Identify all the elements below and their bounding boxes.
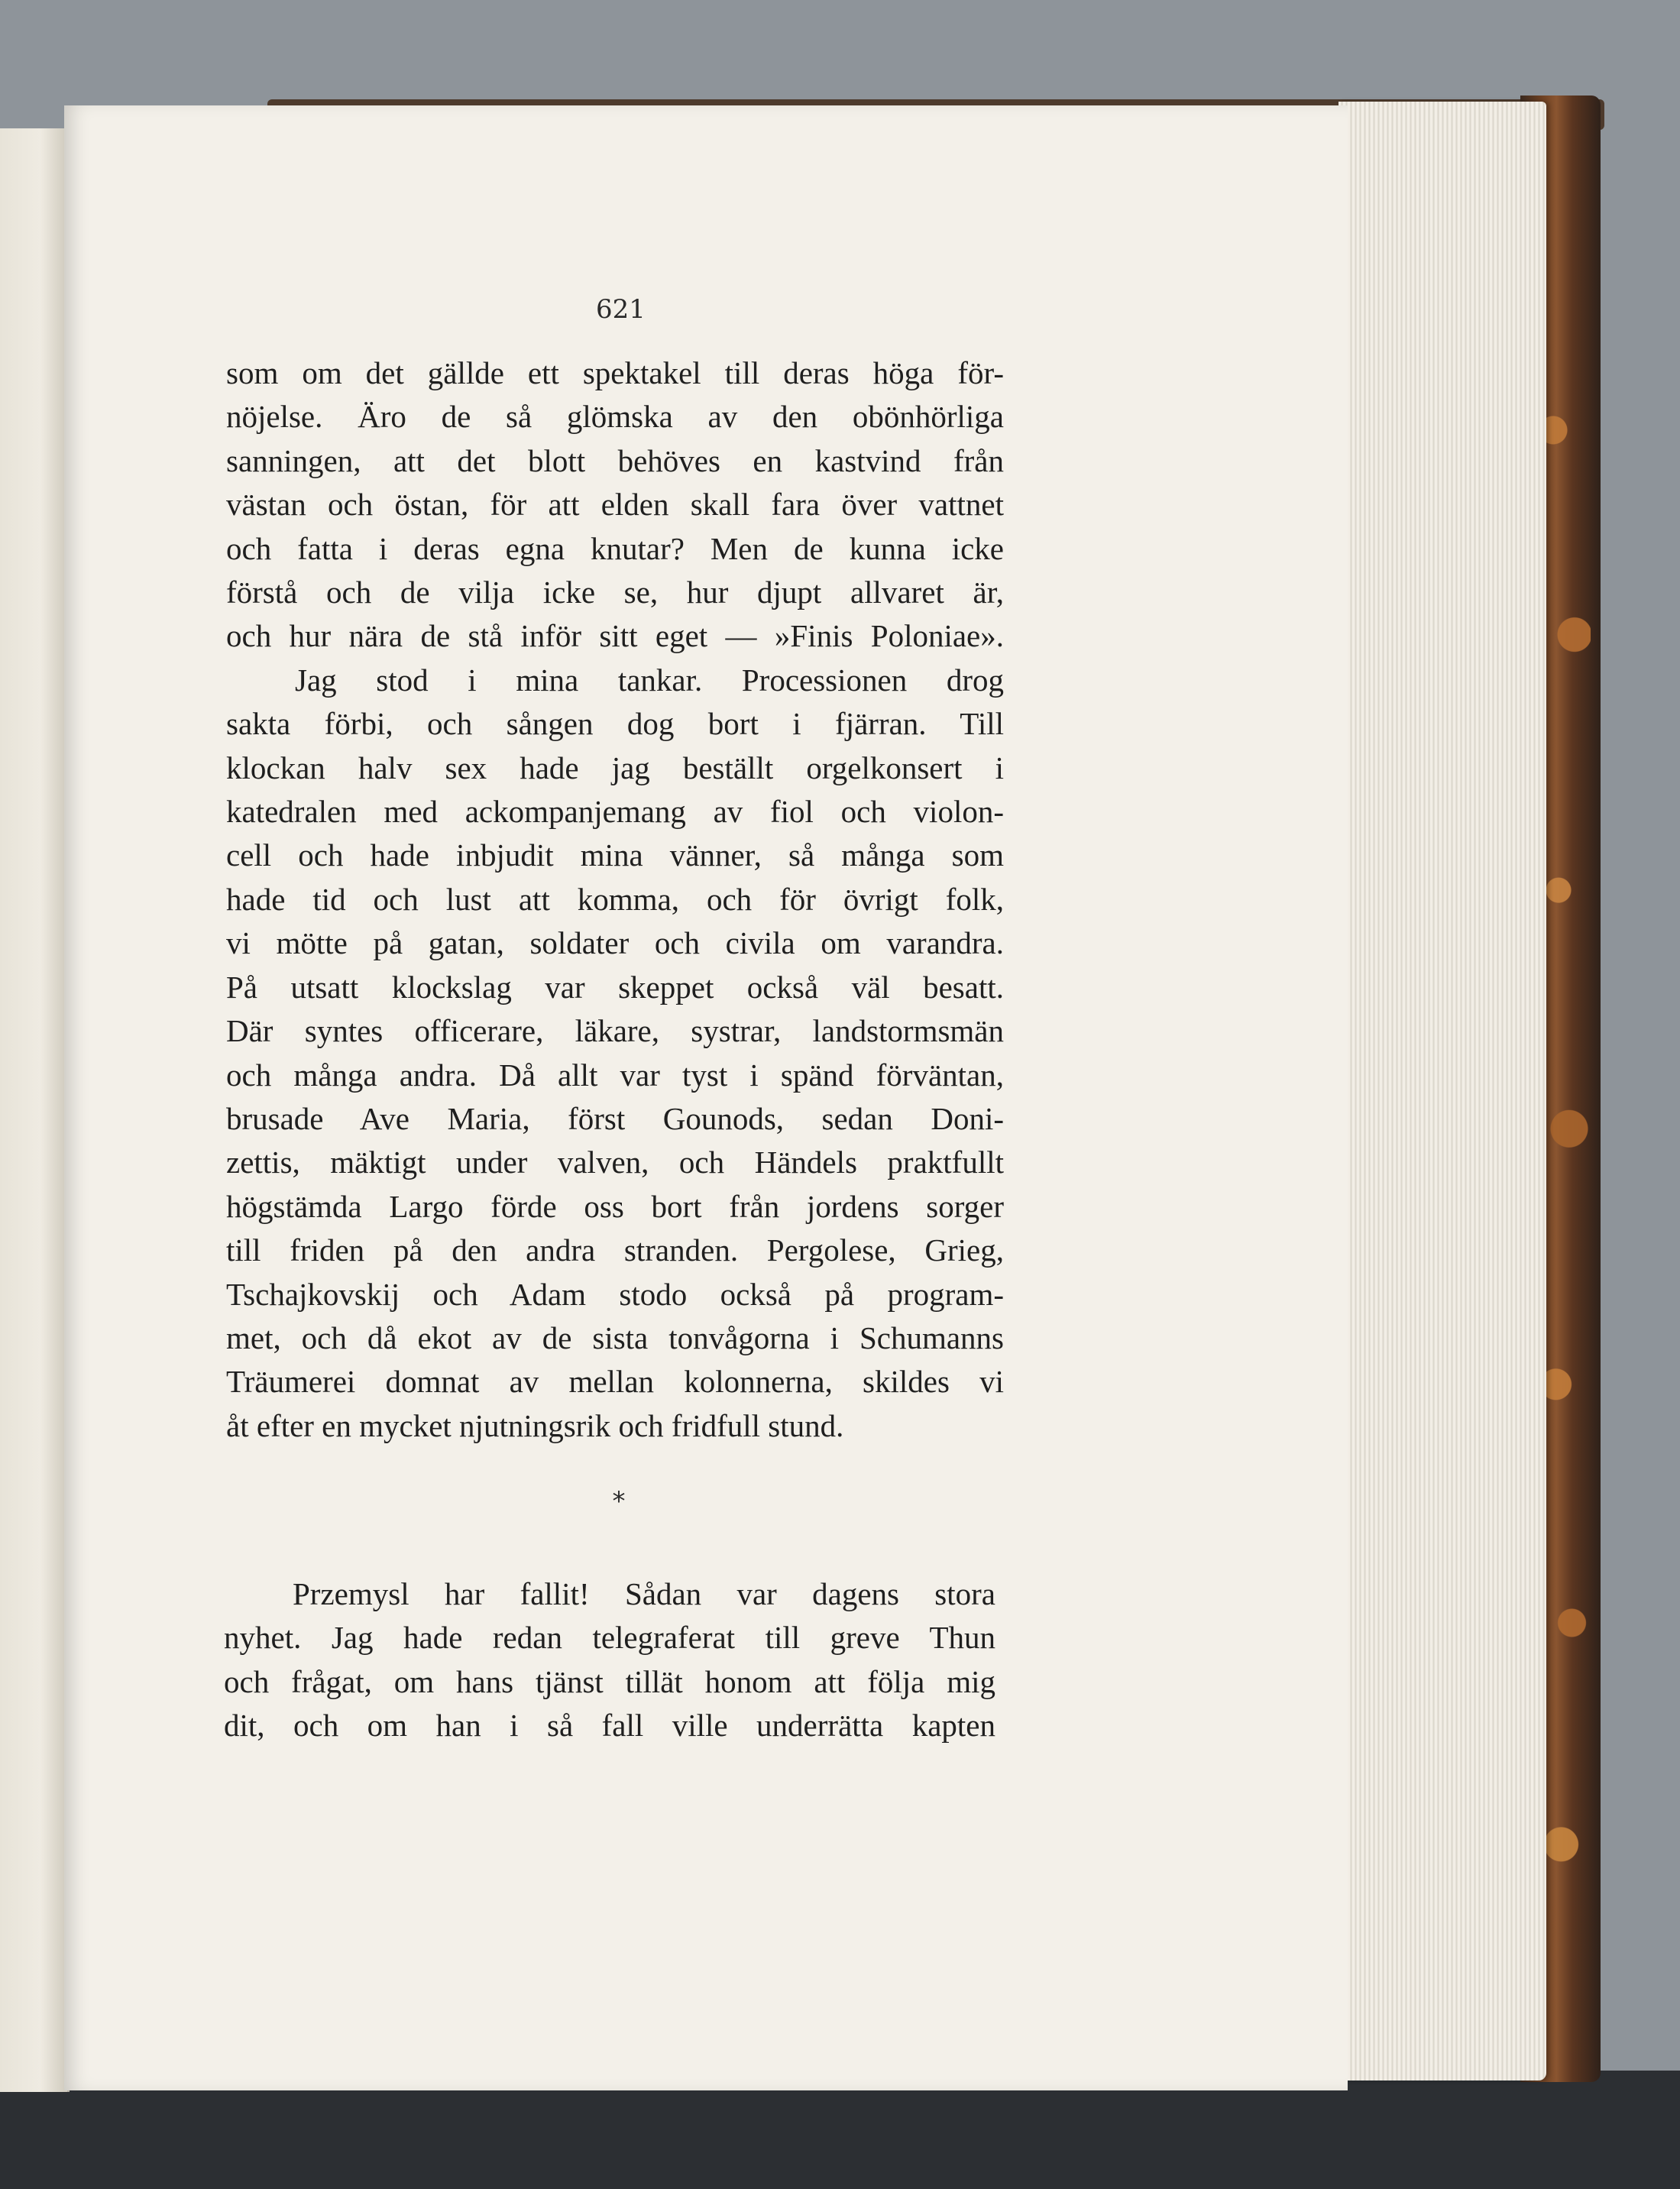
- text-line: åt efter en mycket njutningsrik och fridfull stund.: [226, 1407, 844, 1443]
- body-text-section-one: [226, 351, 1004, 1448]
- text-line: nyhet. Jag hade redan telegraferat till greve Thun: [224, 1620, 995, 1656]
- section-separator-asterisk: *: [612, 1486, 626, 1517]
- text-line: brusade Ave Maria, först Gounods, sedan Doni-: [226, 1100, 1004, 1136]
- paragraph-start-line: Jag stod i mina tankar. Processionen drog: [295, 662, 1004, 698]
- text-line: På utsatt klockslag var skeppet också väl besatt.: [226, 969, 1004, 1005]
- text-line: Där syntes officerare, läkare, systrar, landstormsmän: [226, 1013, 1004, 1049]
- text-line: sakta förbi, och sången dog bort i fjärran. Till: [226, 706, 1004, 742]
- left-page-edge: [0, 128, 70, 2092]
- text-line: och fatta i deras egna knutar? Men de kunna icke: [226, 530, 1004, 566]
- text-line: västan och östan, för att elden skall fara över vattnet: [226, 487, 1004, 523]
- text-line: sanningen, att det blott behöves en kastvind från: [226, 442, 1004, 478]
- text-line: hade tid och lust att komma, och för övrigt folk,: [226, 881, 1004, 917]
- text-line: till friden på den andra stranden. Pergolese, Grieg,: [226, 1232, 1004, 1268]
- text-line: zettis, mäktigt under valven, och Händels praktfullt: [226, 1145, 1004, 1180]
- body-text-section-two: [224, 1572, 995, 1748]
- text-line: som om det gällde ett spektakel till deras höga för-: [226, 355, 1004, 390]
- text-line: Tschajkovskij och Adam stodo också på program-: [226, 1276, 1004, 1312]
- text-line: dit, och om han i så fall ville underrätta kapten: [224, 1708, 995, 1744]
- text-line: met, och då ekot av de sista tonvågorna i Schumanns: [226, 1320, 1004, 1355]
- text-line: nöjelse. Äro de så glömska av den obönhörliga: [226, 399, 1004, 435]
- text-line: förstå och de vilja icke se, hur djupt allvaret är,: [226, 575, 1004, 610]
- page-edges-stack: [1338, 102, 1546, 2081]
- text-line: katedralen med ackompanjemang av fiol och violon-: [226, 794, 1004, 830]
- text-line: vi mötte på gatan, soldater och civila om varandra.: [226, 925, 1004, 961]
- text-line: cell och hade inbjudit mina vänner, så många som: [226, 837, 1004, 873]
- paragraph-start-line: Przemysl har fallit! Sådan var dagens stora: [293, 1576, 995, 1611]
- text-line: klockan halv sex hade jag beställt orgelkonsert i: [226, 750, 1004, 785]
- text-line: högstämda Largo förde oss bort från jordens sorger: [226, 1188, 1004, 1224]
- text-line: Träumerei domnat av mellan kolonnerna, skildes vi: [226, 1364, 1004, 1400]
- text-line: och hur nära de stå inför sitt eget — »Finis Poloniae».: [226, 618, 1004, 654]
- page-number: 621: [596, 294, 646, 325]
- text-line: och frågat, om hans tjänst tillät honom att följa mig: [224, 1663, 995, 1699]
- text-line: och många andra. Då allt var tyst i spänd förväntan,: [226, 1057, 1004, 1093]
